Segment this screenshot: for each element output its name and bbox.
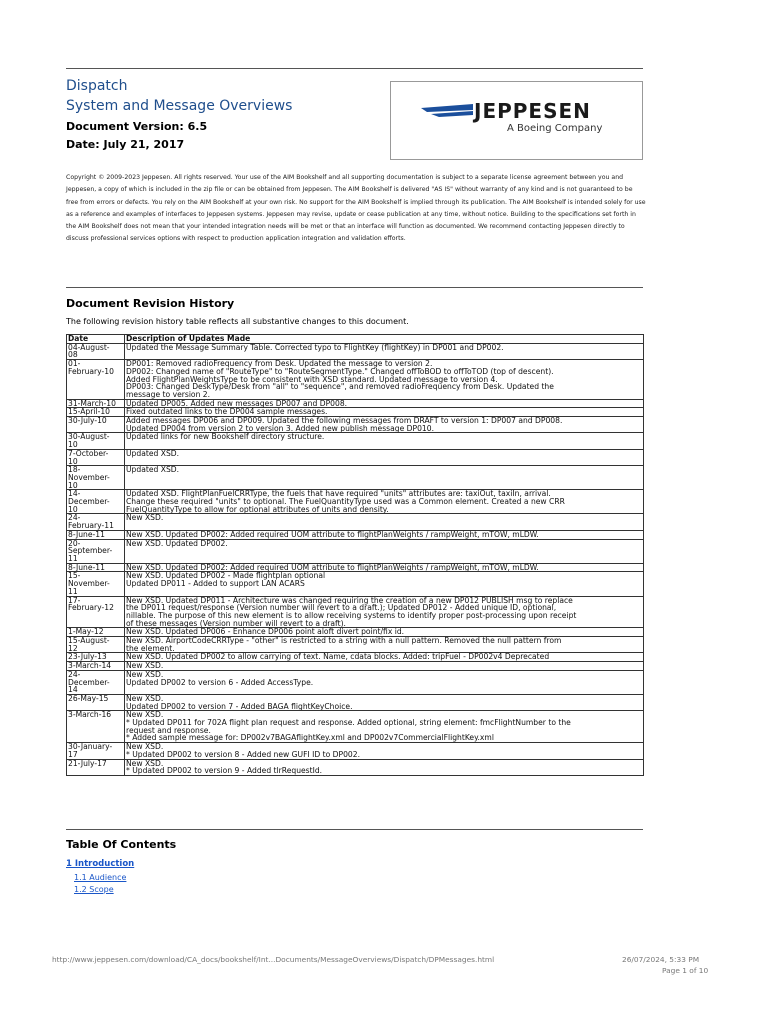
document-version: Document Version: 6.5: [66, 120, 208, 133]
revision-date-cell: [67, 670, 125, 694]
table-row: [67, 466, 644, 490]
revision-description-text: New XSD. Updated DP011 - Architecture was changed requiring the creation of a new DP012 PUBLISH msg to replace: [126, 596, 573, 605]
toc-link-audience[interactable]: 1.1 Audience: [74, 873, 127, 882]
table-row: [67, 628, 644, 637]
revision-date-text: 17-: [68, 596, 81, 605]
revision-description-cell: [125, 670, 644, 694]
revision-date-text: 26-May-15: [68, 694, 109, 703]
revision-description-text: Updated DP002 to version 7 - Added BAGA flightKeyChoice.: [126, 701, 353, 711]
revision-date-text: 30-August-: [68, 432, 110, 442]
revision-date-text: February-11: [68, 521, 114, 531]
revision-date-cell: [67, 539, 125, 563]
revision-description-text: message to version 2.: [126, 389, 211, 399]
revision-date-cell: [67, 711, 125, 743]
revision-date-text: 3-March-14: [68, 661, 112, 671]
revision-description-text: New XSD. AirportCodeCRRType - "other" is restricted to a string with a null pattern. Removed the null pattern from: [126, 636, 562, 646]
toc-link-scope[interactable]: 1.2 Scope: [74, 885, 114, 894]
revision-date-text: 11: [68, 553, 78, 563]
revision-date-text: 7-October-: [68, 449, 109, 458]
revision-description-text: New XSD.: [126, 742, 164, 752]
revision-date-text: 10: [68, 504, 78, 514]
revision-date-text: 10: [68, 440, 78, 450]
revision-description-text: New XSD. Updated DP002: Added required UOM attribute to flightPlanWeights / rampWeight, mTOW, mLDW.: [126, 530, 539, 539]
revision-history-table: [66, 334, 644, 776]
revision-date-text: December-: [68, 497, 110, 507]
revision-date-text: 31-March-10: [68, 399, 116, 408]
revision-date-text: 10: [68, 480, 78, 490]
revision-date-text: 15-: [68, 571, 81, 581]
revision-description-text: Change these required "units" to optional. The FuelQuantityType used was a Common element. Created a new CRR: [126, 497, 565, 507]
revision-description-text: New XSD.: [126, 694, 164, 703]
revision-date-cell: [67, 343, 125, 359]
revision-description-cell: [125, 662, 644, 671]
revision-description-text: Fixed outdated links to the DP004 sample messages.: [126, 407, 328, 417]
revision-description-cell: [125, 743, 644, 759]
jeppesen-logo: [390, 81, 643, 160]
revision-description-text: Updated DP011 - Added to support LAN ACARS: [126, 579, 305, 589]
revision-date-cell: [67, 596, 125, 628]
table-row: [67, 662, 644, 671]
revision-description-text: the element.: [126, 643, 175, 653]
revision-intro-text: The following revision history table reflects all substantive changes to this document.: [66, 317, 409, 326]
doc-subtitle: System and Message Overviews: [66, 98, 293, 114]
revision-description-cell: [125, 637, 644, 653]
revision-date-text: November-: [68, 472, 110, 482]
revision-description-cell: [125, 466, 644, 490]
revision-date-text: 01-: [68, 359, 81, 369]
revision-description-cell: [125, 711, 644, 743]
column-header-date: Date: [67, 335, 125, 344]
table-row: [67, 572, 644, 596]
revision-description-cell: [125, 514, 644, 530]
revision-date-text: 24-: [68, 670, 81, 679]
revision-description-text: Updated XSD.: [126, 465, 180, 475]
revision-date-text: September-: [68, 546, 113, 556]
revision-description-text: New XSD.: [126, 670, 164, 679]
column-header-description: Description of Updates Made: [125, 335, 644, 344]
revision-date-text: 04-August-: [68, 343, 110, 352]
table-row: [67, 539, 644, 563]
revision-date-text: 30-July-10: [68, 416, 107, 426]
revision-description-cell: [125, 530, 644, 539]
revision-description-text: FuelQuantityType to allow for optional attributes of units and density.: [126, 504, 389, 514]
top-rule: [66, 68, 643, 69]
revision-date-text: 3-March-16: [68, 710, 112, 720]
table-row: [67, 711, 644, 743]
revision-date-text: 15-April-10: [68, 407, 110, 417]
table-row: [67, 360, 644, 400]
revision-date-cell: [67, 563, 125, 572]
revision-date-cell: [67, 433, 125, 449]
revision-description-text: New XSD.: [126, 513, 164, 523]
revision-description-text: Updated links for new Bookshelf directory structure.: [126, 432, 325, 442]
revision-description-text: * Added sample message for: DP002v7BAGAflightKey.xml and DP002v7CommercialFlightKey.xml: [126, 733, 494, 743]
revision-description-text: DP002: Changed name of "RouteType" to "RouteSegmentType." Changed offToBOD to offToTOD (top of descent).: [126, 366, 554, 376]
revision-date-text: 24-: [68, 513, 81, 523]
revision-date-cell: [67, 408, 125, 417]
section-rule: [66, 287, 643, 288]
revision-description-cell: [125, 572, 644, 596]
table-row: [67, 759, 644, 775]
table-row: [67, 399, 644, 408]
revision-date-cell: [67, 637, 125, 653]
table-row: [67, 596, 644, 628]
revision-description-cell: [125, 417, 644, 433]
revision-date-cell: [67, 743, 125, 759]
revision-description-cell: [125, 596, 644, 628]
doc-title-dispatch: Dispatch: [66, 78, 128, 94]
revision-date-cell: [67, 466, 125, 490]
revision-date-text: 23-July-13: [68, 652, 107, 662]
revision-description-text: New XSD. Updated DP002 - Made flightplan optional: [126, 571, 326, 581]
revision-date-text: 17: [68, 749, 78, 759]
revision-description-cell: [125, 539, 644, 563]
revision-description-text: Added messages DP006 and DP009. Updated the following messages from DRAFT to version 1: DP007 and DP008.: [126, 416, 563, 426]
revision-date-text: 20-: [68, 539, 81, 548]
jeppesen-swoosh-icon: [421, 102, 473, 124]
revision-description-text: New XSD. Updated DP002: Added required UOM attribute to flightPlanWeights / rampWeight, mTOW, mLDW.: [126, 563, 539, 572]
table-row: [67, 408, 644, 417]
revision-description-cell: [125, 628, 644, 637]
revision-date-text: 10: [68, 456, 78, 466]
revision-description-cell: [125, 408, 644, 417]
revision-date-text: December-: [68, 677, 110, 687]
table-row: [67, 563, 644, 572]
logo-tagline: A Boeing Company: [507, 123, 603, 134]
revision-table-body: [67, 343, 644, 775]
revision-description-text: nillable. The purpose of this new element is to allow receiving systems to identify proper post-processing upon receipt: [126, 610, 577, 620]
table-row: [67, 694, 644, 710]
revision-description-cell: [125, 490, 644, 514]
revision-date-cell: [67, 360, 125, 400]
revision-description-text: Updated XSD.: [126, 449, 180, 458]
revision-description-cell: [125, 433, 644, 449]
revision-description-text: New XSD.: [126, 759, 164, 768]
revision-date-cell: [67, 449, 125, 465]
revision-description-text: request and response.: [126, 725, 211, 735]
revision-date-cell: [67, 628, 125, 637]
logo-wordmark: JEPPESEN: [474, 99, 591, 123]
revision-date-text: 30-January-: [68, 742, 113, 752]
revision-description-text: Updated DP004 from version 2 to version 3. Added new publish message DP010.: [126, 423, 434, 433]
revision-description-text: Updated DP002 to version 6 - Added AccessType.: [126, 677, 314, 687]
revision-description-text: New XSD. Updated DP006 - Enhance DP006 point aloft divert point/fix id.: [126, 627, 405, 637]
table-row: [67, 514, 644, 530]
revision-date-text: 14: [68, 685, 78, 695]
revision-date-text: February-10: [68, 366, 114, 376]
revision-date-text: 08: [68, 350, 78, 360]
table-row: [67, 490, 644, 514]
revision-description-cell: [125, 360, 644, 400]
table-row: [67, 653, 644, 662]
revision-history-heading: Document Revision History: [66, 297, 235, 310]
revision-date-text: 8-June-11: [68, 530, 105, 539]
revision-description-text: New XSD. Updated DP002 to allow carrying of text. Name, cdata blocks. Added: tripFuel - DP002v4 Deprecated: [126, 652, 550, 662]
revision-description-text: of these messages (Version number will revert to a draft).: [126, 618, 346, 628]
revision-description-cell: [125, 653, 644, 662]
revision-description-text: * Updated DP002 to version 9 - Added tlrRequestId.: [126, 766, 323, 776]
revision-date-text: 18-: [68, 465, 81, 475]
footer-url: http://www.jeppesen.com/download/CA_docs/bookshelf/Int...Documents/MessageOverviews/Dispatch/DPMessages.html: [52, 955, 495, 964]
revision-description-text: Added FlightPlanWeightsType to be consistent with XSD standard. Updated message to version 4.: [126, 374, 498, 384]
copyright-notice: Copyright © 2009-2023 Jeppesen. All rights reserved. Your use of the AIM Bookshelf and all supporting documentation is subject to a separate license agreement between you and Jeppesen, a copy of which is included in the zip file or can be obtained from Jeppesen. The AIM Bookshelf is delivered "AS IS" without warranty of any kind and is not guaranteed to be free from errors or defects. You rely on the AIM Bookshelf at your own risk. No support for the AIM Bookshelf is implied through its publication. The AIM Bookshelf is intended solely for use as a reference and examples of interfaces to Jeppesen systems. Jeppesen may revise, update or cease publication at any time, without notice. Building to the specifications set forth in the AIM Bookshelf does not mean that your intended integration needs will be met or that an interface will function as documented. We recommend contacting Jeppesen directly to discuss professional services options with respect to production application integration and validation efforts.: [66, 174, 646, 243]
revision-date-cell: [67, 662, 125, 671]
revision-description-cell: [125, 563, 644, 572]
revision-date-text: 11: [68, 586, 78, 596]
revision-description-cell: [125, 399, 644, 408]
revision-description-text: the DP011 request/response (Version number will revert to a draft.); Updated DP012 - Added unique ID, optional,: [126, 603, 557, 613]
table-row: [67, 670, 644, 694]
revision-description-text: * Updated DP002 to version 8 - Added new GUFI ID to DP002.: [126, 749, 360, 759]
revision-description-text: DP001: Removed radioFrequency from Desk. Updated the message to version 2.: [126, 359, 433, 369]
table-header-row: [67, 335, 644, 344]
revision-description-text: New XSD.: [126, 710, 164, 720]
revision-description-cell: [125, 343, 644, 359]
revision-description-cell: [125, 759, 644, 775]
table-row: [67, 417, 644, 433]
revision-description-cell: [125, 449, 644, 465]
table-row: [67, 530, 644, 539]
table-row: [67, 343, 644, 359]
revision-date-cell: [67, 399, 125, 408]
revision-description-text: * Updated DP011 for 702A flight plan request and response. Added optional, string element: fmcFlightNumber to the: [126, 718, 571, 728]
table-row: [67, 449, 644, 465]
footer-timestamp: 26/07/2024, 5:33 PM: [622, 955, 700, 964]
revision-date-cell: [67, 514, 125, 530]
revision-date-text: 15-August-: [68, 636, 110, 646]
revision-date-text: 1-May-12: [68, 627, 104, 637]
revision-date-cell: [67, 530, 125, 539]
revision-date-cell: [67, 572, 125, 596]
revision-description-text: Updated the Message Summary Table. Corrected typo to FlightKey (flightKey) in DP001 and DP002.: [126, 343, 504, 352]
toc-link-introduction[interactable]: 1 Introduction: [66, 859, 135, 869]
revision-date-cell: [67, 417, 125, 433]
revision-date-cell: [67, 759, 125, 775]
revision-description-text: New XSD.: [126, 661, 164, 671]
revision-description-text: Updated DP005. Added new messages DP007 and DP008.: [126, 399, 348, 408]
revision-date-text: November-: [68, 579, 110, 589]
document-date: Date: July 21, 2017: [66, 138, 185, 151]
revision-description-cell: [125, 694, 644, 710]
revision-date-cell: [67, 653, 125, 662]
toc-rule: [66, 829, 643, 830]
revision-date-text: 8-June-11: [68, 563, 105, 572]
revision-date-text: 12: [68, 643, 78, 653]
footer-page-number: Page 1 of 10: [662, 966, 709, 975]
table-row: [67, 637, 644, 653]
table-row: [67, 743, 644, 759]
revision-date-cell: [67, 490, 125, 514]
toc-heading: Table Of Contents: [66, 838, 177, 851]
revision-date-text: February-12: [68, 603, 114, 613]
revision-date-text: 21-July-17: [68, 759, 107, 768]
revision-description-text: New XSD. Updated DP002.: [126, 539, 228, 548]
revision-description-text: Updated XSD. FlightPlanFuelCRRType, the fuels that have required "units" attributes are: taxiOut, taxiIn, arrival.: [126, 489, 551, 499]
revision-description-text: DP003: Changed DeskType/Desk from "all" to "sequence", and removed radioFrequency from Desk. Updated the: [126, 382, 554, 392]
table-row: [67, 433, 644, 449]
revision-date-cell: [67, 694, 125, 710]
revision-date-text: 14-: [68, 489, 81, 499]
